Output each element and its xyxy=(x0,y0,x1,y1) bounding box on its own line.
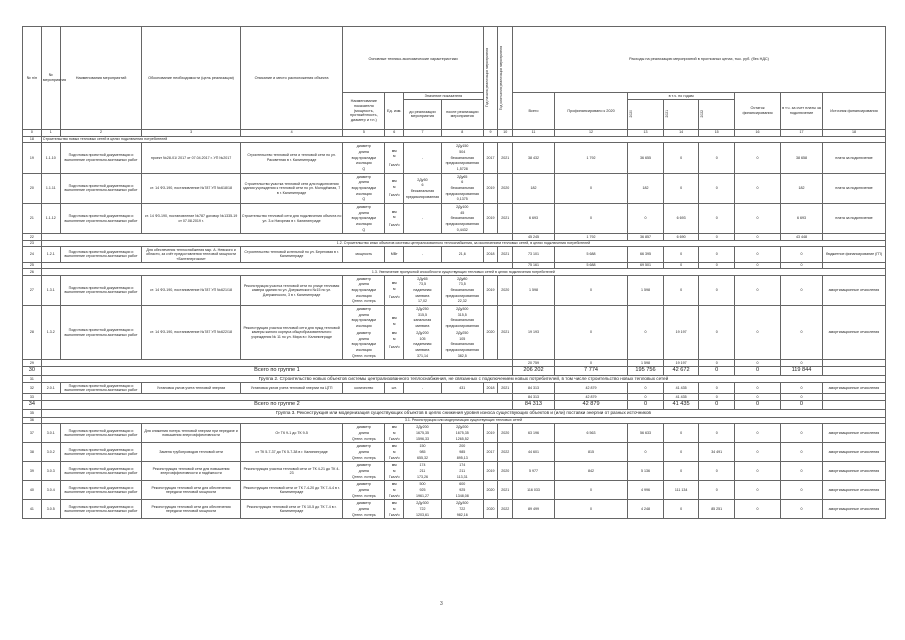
row-name: Подготовка проектной документации и выполнение строительно-монтажных работ xyxy=(60,443,142,462)
subtotal-row: 22 45 245 1 792 36 857 6 690 0 0 43 448 xyxy=(23,234,886,240)
row-description: Реконструкция участка тепловой сети от ТК 4-21 до ТК 4-23 xyxy=(240,462,343,481)
row-2020: 0 xyxy=(628,203,664,233)
section-row: 31 Группа 2. Строительство новых объектов системы централизованного теплоснабжения, не связанных с подключением новых потребителей, в том числе строительство новых тепловых сетей xyxy=(23,375,886,383)
row-before: 2Ду300 722 1203,61 xyxy=(404,500,442,519)
row-description: Строительство тепловой сети и тепловой сети по ул. Рассветная в г. Калининграде xyxy=(240,143,343,173)
row-remain: 0 xyxy=(734,143,780,173)
col-start: Год начала реализации мероприятия xyxy=(484,48,489,108)
col-incl-fee: в т.ч. за счет платы за подключение xyxy=(781,93,823,130)
row-units: мм м мм м Гкал/ч xyxy=(385,306,404,360)
row-2022: 85 251 xyxy=(699,500,735,519)
row-before: - xyxy=(404,383,442,394)
col-by-years: в т.ч. по годам xyxy=(628,93,735,100)
row-total: 89 499 xyxy=(513,500,555,519)
row-params: диаметр длина вид прокладки изоляция Qтепл. потерь xyxy=(343,275,385,305)
row-num: 39 xyxy=(23,462,42,481)
row-units: мм м Гкал/ч xyxy=(385,275,404,305)
row-2020: 0 xyxy=(628,383,664,394)
row-code: 1.2.1 xyxy=(41,247,60,262)
row-units: мм м Гкал/ч xyxy=(385,462,404,481)
row-description: Реконструкция участка тепловой сети по улице тепловая камера здания по ул. Дзержинского №15 по ул. Дзержинского, 3 в г. Калининграде xyxy=(240,275,343,305)
row-description: Строительство тепловой котельной по ул. Береговая в г. Калининграде xyxy=(240,247,343,262)
row-total: 19 193 xyxy=(513,306,555,360)
row-pred: 42 879 xyxy=(554,383,627,394)
section-row: 35 Группа 3. Реконструкция или модернизация существующих объектов в целях снижения уровня износа существующих объектов и (или) поставки энергии от разных источников xyxy=(23,409,886,417)
subtotal-row: 29 20 759 0 1 598 19 197 0 0 0 xyxy=(23,360,886,366)
row-justification: ст. 14 ФЗ-190, постановление №787 договор №1335-19 от 07.08.2019 г. xyxy=(142,203,240,233)
row-end: 2020 xyxy=(498,424,513,443)
row-2020: 56 633 xyxy=(628,424,664,443)
row-end: 2022 xyxy=(498,443,513,462)
row-name: Подготовка проектной документации и выполнение строительно-монтажных работ xyxy=(60,306,142,360)
row-after: 2Ду80 73,5 бесканальная предизолированная 22,32 xyxy=(441,275,483,305)
row-fee: 0 xyxy=(781,481,823,500)
row-fee: 0 xyxy=(781,462,823,481)
row-code: 1.1.12 xyxy=(41,203,60,233)
row-params: диаметр длина Qтепл. потерь xyxy=(343,462,385,481)
row-2020: 182 xyxy=(628,173,664,203)
row-name: Подготовка проектной документации и выполнение строительно-монтажных работ xyxy=(60,173,142,203)
row-start: 2018 xyxy=(483,247,498,262)
row-before: - xyxy=(404,143,442,173)
row-2020: 4 248 xyxy=(628,500,664,519)
row-source: амортизационные отчисления xyxy=(822,275,885,305)
row-params: диаметр длина вид прокладки изоляция диаметр длина вид прокладки изоляция Qтепл. потерь xyxy=(343,306,385,360)
row-total: 6 693 xyxy=(513,203,555,233)
row-start: 2020 xyxy=(483,481,498,500)
row-units: мм м Гкал/ч xyxy=(385,173,404,203)
table-row xyxy=(23,481,886,500)
row-after: 2Ду100 45 бесканальная предизолированная 0,4432 xyxy=(441,203,483,233)
table-row xyxy=(23,203,886,233)
row-justification: Реконструкция тепловой сети для обеспечения передачи тепловой мощности xyxy=(142,481,240,500)
row-end: 2021 xyxy=(498,247,513,262)
section-row: 36 3.1. Реконструкция или модернизация существующих тепловых сетей xyxy=(23,417,886,423)
row-remain: 0 xyxy=(734,462,780,481)
row-after: 174 211 113,31 xyxy=(441,462,483,481)
column-numbers-row: 0 1 2 3 4 5 6 7 8 9 10 11 12 13 14 15 16 17 18 xyxy=(23,129,886,136)
table-row xyxy=(23,247,886,262)
row-params: мощность xyxy=(343,247,385,262)
subtotal-label: Всего по группе 1 xyxy=(41,366,512,375)
row-num: 27 xyxy=(23,275,42,305)
row-remain: 0 xyxy=(734,424,780,443)
row-justification: Реконструкция тепловой сети для обеспечения передачи тепловой мощности xyxy=(142,500,240,519)
col-end: Год окончания реализации мероприятия xyxy=(499,45,504,110)
row-total: 73 101 xyxy=(513,247,555,262)
row-2021: 0 xyxy=(663,143,699,173)
row-name: Подготовка проектной документации и выполнение строительно-монтажных работ xyxy=(60,247,142,262)
row-2022: 34 491 xyxy=(699,443,735,462)
row-num: 38 xyxy=(23,443,42,462)
row-num: 19 xyxy=(23,143,42,173)
row-units: мм м Гкал/ч xyxy=(385,424,404,443)
table-row xyxy=(23,173,886,203)
row-end: 2020 xyxy=(498,275,513,305)
subtotal-row: 34 Всего по группе 2 84 313 42 879 0 41 435 0 0 0 xyxy=(23,400,886,409)
row-description: от ТК 5-7-37 до ТК 5-7-38 в г. Калининграде xyxy=(240,443,343,462)
row-code: 3.0.3 xyxy=(41,462,60,481)
row-source: амортизационные отчисления xyxy=(822,481,885,500)
row-end: 2021 xyxy=(498,306,513,360)
row-fee: 0 xyxy=(781,383,823,394)
row-code: 1.1.11 xyxy=(41,173,60,203)
row-before: 174 211 173,26 xyxy=(404,462,442,481)
section-row: 26 1.3. Увеличение пропускной способности существующих тепловых сетей в целях подключения потребителей xyxy=(23,269,886,275)
row-name: Подготовка проектной документации и выполнение строительно-монтажных работ xyxy=(60,143,142,173)
row-2020: 1 598 xyxy=(628,275,664,305)
row-source: плата за подключение xyxy=(822,143,885,173)
row-before: 2Ду65 73,5 надземная минвата 17,02 xyxy=(404,275,442,305)
row-2022: 0 xyxy=(699,247,735,262)
row-fee: 0 xyxy=(781,247,823,262)
row-params: диаметр длина Qтепл. потерь xyxy=(343,500,385,519)
row-pred: 0 xyxy=(554,481,627,500)
col-main-tech: Основные технико-экономические характеристики xyxy=(343,27,483,93)
row-2020: 4 996 xyxy=(628,481,664,500)
row-after: 600 925 1348,08 xyxy=(441,481,483,500)
subtotal-row: 33 84 313 42 879 0 41 435 0 0 0 xyxy=(23,394,886,400)
row-total: 84 313 xyxy=(513,383,555,394)
row-2021: 0 xyxy=(663,500,699,519)
row-justification: Реконструкция тепловой сети для повышения энергоэффективности и надёжности xyxy=(142,462,240,481)
row-pred: 5 688 xyxy=(554,247,627,262)
row-params: количество xyxy=(343,383,385,394)
row-total: 44 601 xyxy=(513,443,555,462)
row-fee: 0 xyxy=(781,275,823,305)
table-row xyxy=(23,383,886,394)
row-remain: 0 xyxy=(734,481,780,500)
table-body xyxy=(23,129,886,142)
row-start: 2018 xyxy=(483,383,498,394)
row-code: 3.0.4 xyxy=(41,481,60,500)
col-description: Описание и место расположения объекта xyxy=(240,27,343,130)
row-num: 40 xyxy=(23,481,42,500)
row-before: - xyxy=(404,203,442,233)
col-source: Источник финансирования xyxy=(822,93,885,130)
row-remain: 0 xyxy=(734,443,780,462)
row-end: 2022 xyxy=(498,500,513,519)
row-code: 2.0.1 xyxy=(41,383,60,394)
row-end: 2021 xyxy=(498,203,513,233)
row-description: Строительство участка тепловой сети для подключения здания учреждения к тепловой сети по ул. Молодёжная, 7 в г. Калининграде xyxy=(240,173,343,203)
row-after: 21,6 xyxy=(441,247,483,262)
row-source: плата за подключение xyxy=(822,173,885,203)
col-num: № п/п xyxy=(23,27,42,130)
table-row xyxy=(23,306,886,360)
row-pred: 0 xyxy=(554,275,627,305)
col-value-group: Значение показателя xyxy=(404,93,484,100)
row-description: От ТК 9-1 до ТК 9-5 xyxy=(240,424,343,443)
row-before: 500 925 1961,27 xyxy=(404,481,442,500)
row-end: 2020 xyxy=(498,462,513,481)
row-description: Строительство тепловой сети для подключения объекта по ул. 3-я Нагорная в г. Калининграде xyxy=(240,203,343,233)
row-after: 2Ду200 1675,35 1265,52 xyxy=(441,424,483,443)
row-source: плата за подключение xyxy=(822,203,885,233)
row-description: Установка узлов учета тепловой энергии на ЦТП xyxy=(240,383,343,394)
row-units: мм м Гкал/ч xyxy=(385,500,404,519)
row-num: 28 xyxy=(23,306,42,360)
rows-rest xyxy=(23,375,886,518)
row-end: 2021 xyxy=(498,481,513,500)
row-code: 1.1.10 xyxy=(41,143,60,173)
row-fee: 38 658 xyxy=(781,143,823,173)
row-start: 2019 xyxy=(483,424,498,443)
row-fee: 0 xyxy=(781,424,823,443)
row-before: - xyxy=(404,247,442,262)
table-header xyxy=(23,27,886,130)
row-end: 2021 xyxy=(498,383,513,394)
row-2021: 0 xyxy=(663,462,699,481)
row-total: 1 598 xyxy=(513,275,555,305)
row-before: 2Ду250 315,5 канальная минвата 2Ду200 105 надземная минвата 371,14 xyxy=(404,306,442,360)
page-number: 3 xyxy=(440,601,443,607)
row-start: 2017 xyxy=(483,443,498,462)
row-code: 3.0.1 xyxy=(41,424,60,443)
row-num: 20 xyxy=(23,173,42,203)
table-row xyxy=(23,462,886,481)
row-2022: 0 xyxy=(699,173,735,203)
row-after: 2Ду65 6 бесканальная предизолированная 0,1375 xyxy=(441,173,483,203)
row-start: 2019 xyxy=(483,173,498,203)
row-pred: 1 792 xyxy=(554,143,627,173)
row-justification: Для снижения потерь тепловой энергии при передаче и повышения энергоэффективности xyxy=(142,424,240,443)
row-2021: 6 693 xyxy=(663,203,699,233)
subtotal-row: 25 75 161 5 688 69 501 0 0 0 0 xyxy=(23,262,886,268)
row-after: 2Ду300 722 982,16 xyxy=(441,500,483,519)
col-after: после реализации мероприятия xyxy=(441,99,483,129)
row-units: мм м Гкал/ч xyxy=(385,443,404,462)
table-row xyxy=(23,500,886,519)
section-row: 23 1.2. Строительство иных объектов системы централизованного теплоснабжения, за исключением тепловых сетей, в целях подключения потребителей xyxy=(23,240,886,246)
row-fee: 0 xyxy=(781,443,823,462)
row-2020: 0 xyxy=(628,443,664,462)
row-units: мм м Гкал/ч xyxy=(385,481,404,500)
row-num: 24 xyxy=(23,247,42,262)
row-2022: 0 xyxy=(699,481,735,500)
row-start: 2019 xyxy=(483,203,498,233)
row-2021: 0 xyxy=(663,173,699,203)
row-name: Подготовка проектной документации и выполнение строительно-монтажных работ xyxy=(60,481,142,500)
row-remain: 0 xyxy=(734,275,780,305)
section-row: 18 Строительство новых тепловых сетей в целях подключения потребителей xyxy=(23,136,886,142)
row-2020: 36 655 xyxy=(628,143,664,173)
row-params: диаметр длина вид прокладки изоляция Q xyxy=(343,173,385,203)
row-2021: 0 xyxy=(663,424,699,443)
row-fee: 6 693 xyxy=(781,203,823,233)
row-total: 38 432 xyxy=(513,143,555,173)
row-2022: 0 xyxy=(699,424,735,443)
row-remain: 0 xyxy=(734,203,780,233)
row-name: Подготовка проектной документации и выполнение строительно-монтажных работ xyxy=(60,462,142,481)
row-pred: 815 xyxy=(554,443,627,462)
table-row xyxy=(23,143,886,173)
row-after: 200 985 895,13 xyxy=(441,443,483,462)
row-pred: 842 xyxy=(554,462,627,481)
row-2022: 0 xyxy=(699,203,735,233)
row-source: амортизационные отчисления xyxy=(822,443,885,462)
row-end: 2021 xyxy=(498,143,513,173)
row-num: 32 xyxy=(23,383,42,394)
row-code: 1.3.2 xyxy=(41,306,60,360)
row-2022: 0 xyxy=(699,462,735,481)
row-remain: 0 xyxy=(734,383,780,394)
row-justification: Установка узлов учета тепловой энергии xyxy=(142,383,240,394)
row-total: 63 196 xyxy=(513,424,555,443)
row-description: Реконструкция участка тепловой сети для нужд тепловой камеры жилого корпуса общеобразовательного учреждения № 11 по ул. Мира в г. Калининграде xyxy=(240,306,343,360)
row-justification: Замена трубопроводов тепловой сети xyxy=(142,443,240,462)
row-num: 21 xyxy=(23,203,42,233)
row-start: 2020 xyxy=(483,306,498,360)
row-source: амортизационные отчисления xyxy=(822,462,885,481)
row-source: амортизационные отчисления xyxy=(822,424,885,443)
row-justification: ст. 14 ФЗ-190, постановление №787 УП №621/18 xyxy=(142,275,240,305)
row-justification: ст. 14 ФЗ-190, постановление №787 УП №622/18 xyxy=(142,306,240,360)
col-justification: Обоснование необходимости (цель реализации) xyxy=(142,27,240,130)
row-before: 2Ду50 6 бесканальная предизолированная xyxy=(404,173,442,203)
row-fee: 182 xyxy=(781,173,823,203)
row-total: 182 xyxy=(513,173,555,203)
row-name: Подготовка проектной документации и выполнение строительно-монтажных работ xyxy=(60,275,142,305)
row-params: диаметр длина Qтепл. потерь xyxy=(343,481,385,500)
col-2020: 2020 xyxy=(629,110,634,118)
row-total: 5 977 xyxy=(513,462,555,481)
table-row xyxy=(23,275,886,305)
row-2021: 0 xyxy=(663,443,699,462)
row-num: 37 xyxy=(23,424,42,443)
row-before: 150 985 655,32 xyxy=(404,443,442,462)
col-before: до реализации мероприятия xyxy=(404,99,442,129)
investment-program-table xyxy=(22,26,886,519)
row-params: диаметр длина вид прокладки изоляция Q xyxy=(343,143,385,173)
row-justification: проект №28-01/ 2017 от 07.04.2017 г. УП №2017 xyxy=(142,143,240,173)
row-2022: 0 xyxy=(699,383,735,394)
row-after: 431 xyxy=(441,383,483,394)
row-justification: ст. 14 ФЗ-190, постановление №787 УП №618/18 xyxy=(142,173,240,203)
row-name: Подготовка проектной документации и выполнение строительно-монтажных работ xyxy=(60,500,142,519)
row-2021: 111 134 xyxy=(663,481,699,500)
row-remain: 0 xyxy=(734,306,780,360)
row-description: Реконструкция тепловой сети от ТК 10-5 до ТК 7-4 в г. Калининграде xyxy=(240,500,343,519)
row-2020: 5 136 xyxy=(628,462,664,481)
subtotal-row: 30 Всего по группе 1 206 202 7 774 195 756 42 672 0 0 119 844 xyxy=(23,366,886,375)
row-remain: 0 xyxy=(734,500,780,519)
row-pred: 6 563 xyxy=(554,424,627,443)
row-units: мм м Гкал/ч xyxy=(385,143,404,173)
row-2021: 41 435 xyxy=(663,383,699,394)
row-end: 2020 xyxy=(498,173,513,203)
row-2021: 0 xyxy=(663,275,699,305)
col-params: Наименование показателя (мощность, протяжённость, диаметр и т.п.) xyxy=(343,93,385,130)
row-units: мм м Гкал/ч xyxy=(385,203,404,233)
col-2021: 2021 xyxy=(664,110,669,118)
col-name: Наименования мероприятий xyxy=(60,27,142,130)
row-fee: 0 xyxy=(781,500,823,519)
col-code: № мероприятия xyxy=(41,27,60,130)
row-source: амортизационные отчисления xyxy=(822,500,885,519)
row-source: бюджетное финансирование (ГП) xyxy=(822,247,885,262)
rows-group-a xyxy=(23,143,886,376)
row-code: 3.0.2 xyxy=(41,443,60,462)
row-code: 3.0.5 xyxy=(41,500,60,519)
row-pred: 0 xyxy=(554,203,627,233)
table-row xyxy=(23,424,886,443)
row-code: 1.3.1 xyxy=(41,275,60,305)
row-start: 2019 xyxy=(483,462,498,481)
row-2022: 0 xyxy=(699,306,735,360)
row-units: МВт xyxy=(385,247,404,262)
row-after: 2Ду150 504 бесканальная предизолированная 1,5728 xyxy=(441,143,483,173)
subtotal-label: Всего по группе 2 xyxy=(41,400,512,409)
row-name: Подготовка проектной документации и выполнение строительно-монтажных работ xyxy=(60,424,142,443)
col-costs: Расходы на реализацию мероприятий в прогнозных ценах, тыс. руб. (без НДС) xyxy=(513,27,886,93)
row-pred: 0 xyxy=(554,306,627,360)
row-remain: 0 xyxy=(734,247,780,262)
row-params: диаметр длина вид прокладки изоляция Q xyxy=(343,203,385,233)
row-params: диаметр длина Qтепл. потерь xyxy=(343,443,385,462)
col-remain: Остаток финансирования xyxy=(734,93,780,130)
col-total: Всего xyxy=(513,93,555,130)
row-2022: 0 xyxy=(699,143,735,173)
col-unit: Ед. изм. xyxy=(385,93,404,130)
row-remain: 0 xyxy=(734,173,780,203)
row-2021: 19 197 xyxy=(663,306,699,360)
row-num: 41 xyxy=(23,500,42,519)
table-row xyxy=(23,443,886,462)
row-units: шт. xyxy=(385,383,404,394)
row-start: 2020 xyxy=(483,500,498,519)
col-2022: 2022 xyxy=(700,110,705,118)
row-fee: 0 xyxy=(781,306,823,360)
row-2020: 66 395 xyxy=(628,247,664,262)
col-pred: Профинансировано к 2020 xyxy=(554,93,627,130)
row-before: 2Ду200 1675,35 1596,33 xyxy=(404,424,442,443)
row-source: амортизационные отчисления xyxy=(822,306,885,360)
row-2020: 0 xyxy=(628,306,664,360)
row-params: диаметр длина Qтепл. потерь xyxy=(343,424,385,443)
row-start: 2017 xyxy=(483,143,498,173)
row-after: 2Ду300 315,5 бесканальная предизолированная 2Ду250 105 бесканальная предизолированная 382,5 xyxy=(441,306,483,360)
row-description: Реконструкция тепловой сети от ТК 7-4-20 до ТК 7-4-4 в г. Калининграде xyxy=(240,481,343,500)
row-2022: 0 xyxy=(699,275,735,305)
row-pred: 0 xyxy=(554,500,627,519)
row-justification: Для обеспечения теплоснабжения мкр. А. Невского и области, за счёт предоставления тепловой мощности «Балтэнергоком» xyxy=(142,247,240,262)
row-source: амортизационные отчисления xyxy=(822,383,885,394)
row-name: Подготовка проектной документации и выполнение строительно-монтажных работ xyxy=(60,383,142,394)
row-2021: 0 xyxy=(663,247,699,262)
row-start: 2019 xyxy=(483,275,498,305)
row-name: Подготовка проектной документации и выполнение строительно-монтажных работ xyxy=(60,203,142,233)
row-pred: 0 xyxy=(554,173,627,203)
row-total: 116 033 xyxy=(513,481,555,500)
